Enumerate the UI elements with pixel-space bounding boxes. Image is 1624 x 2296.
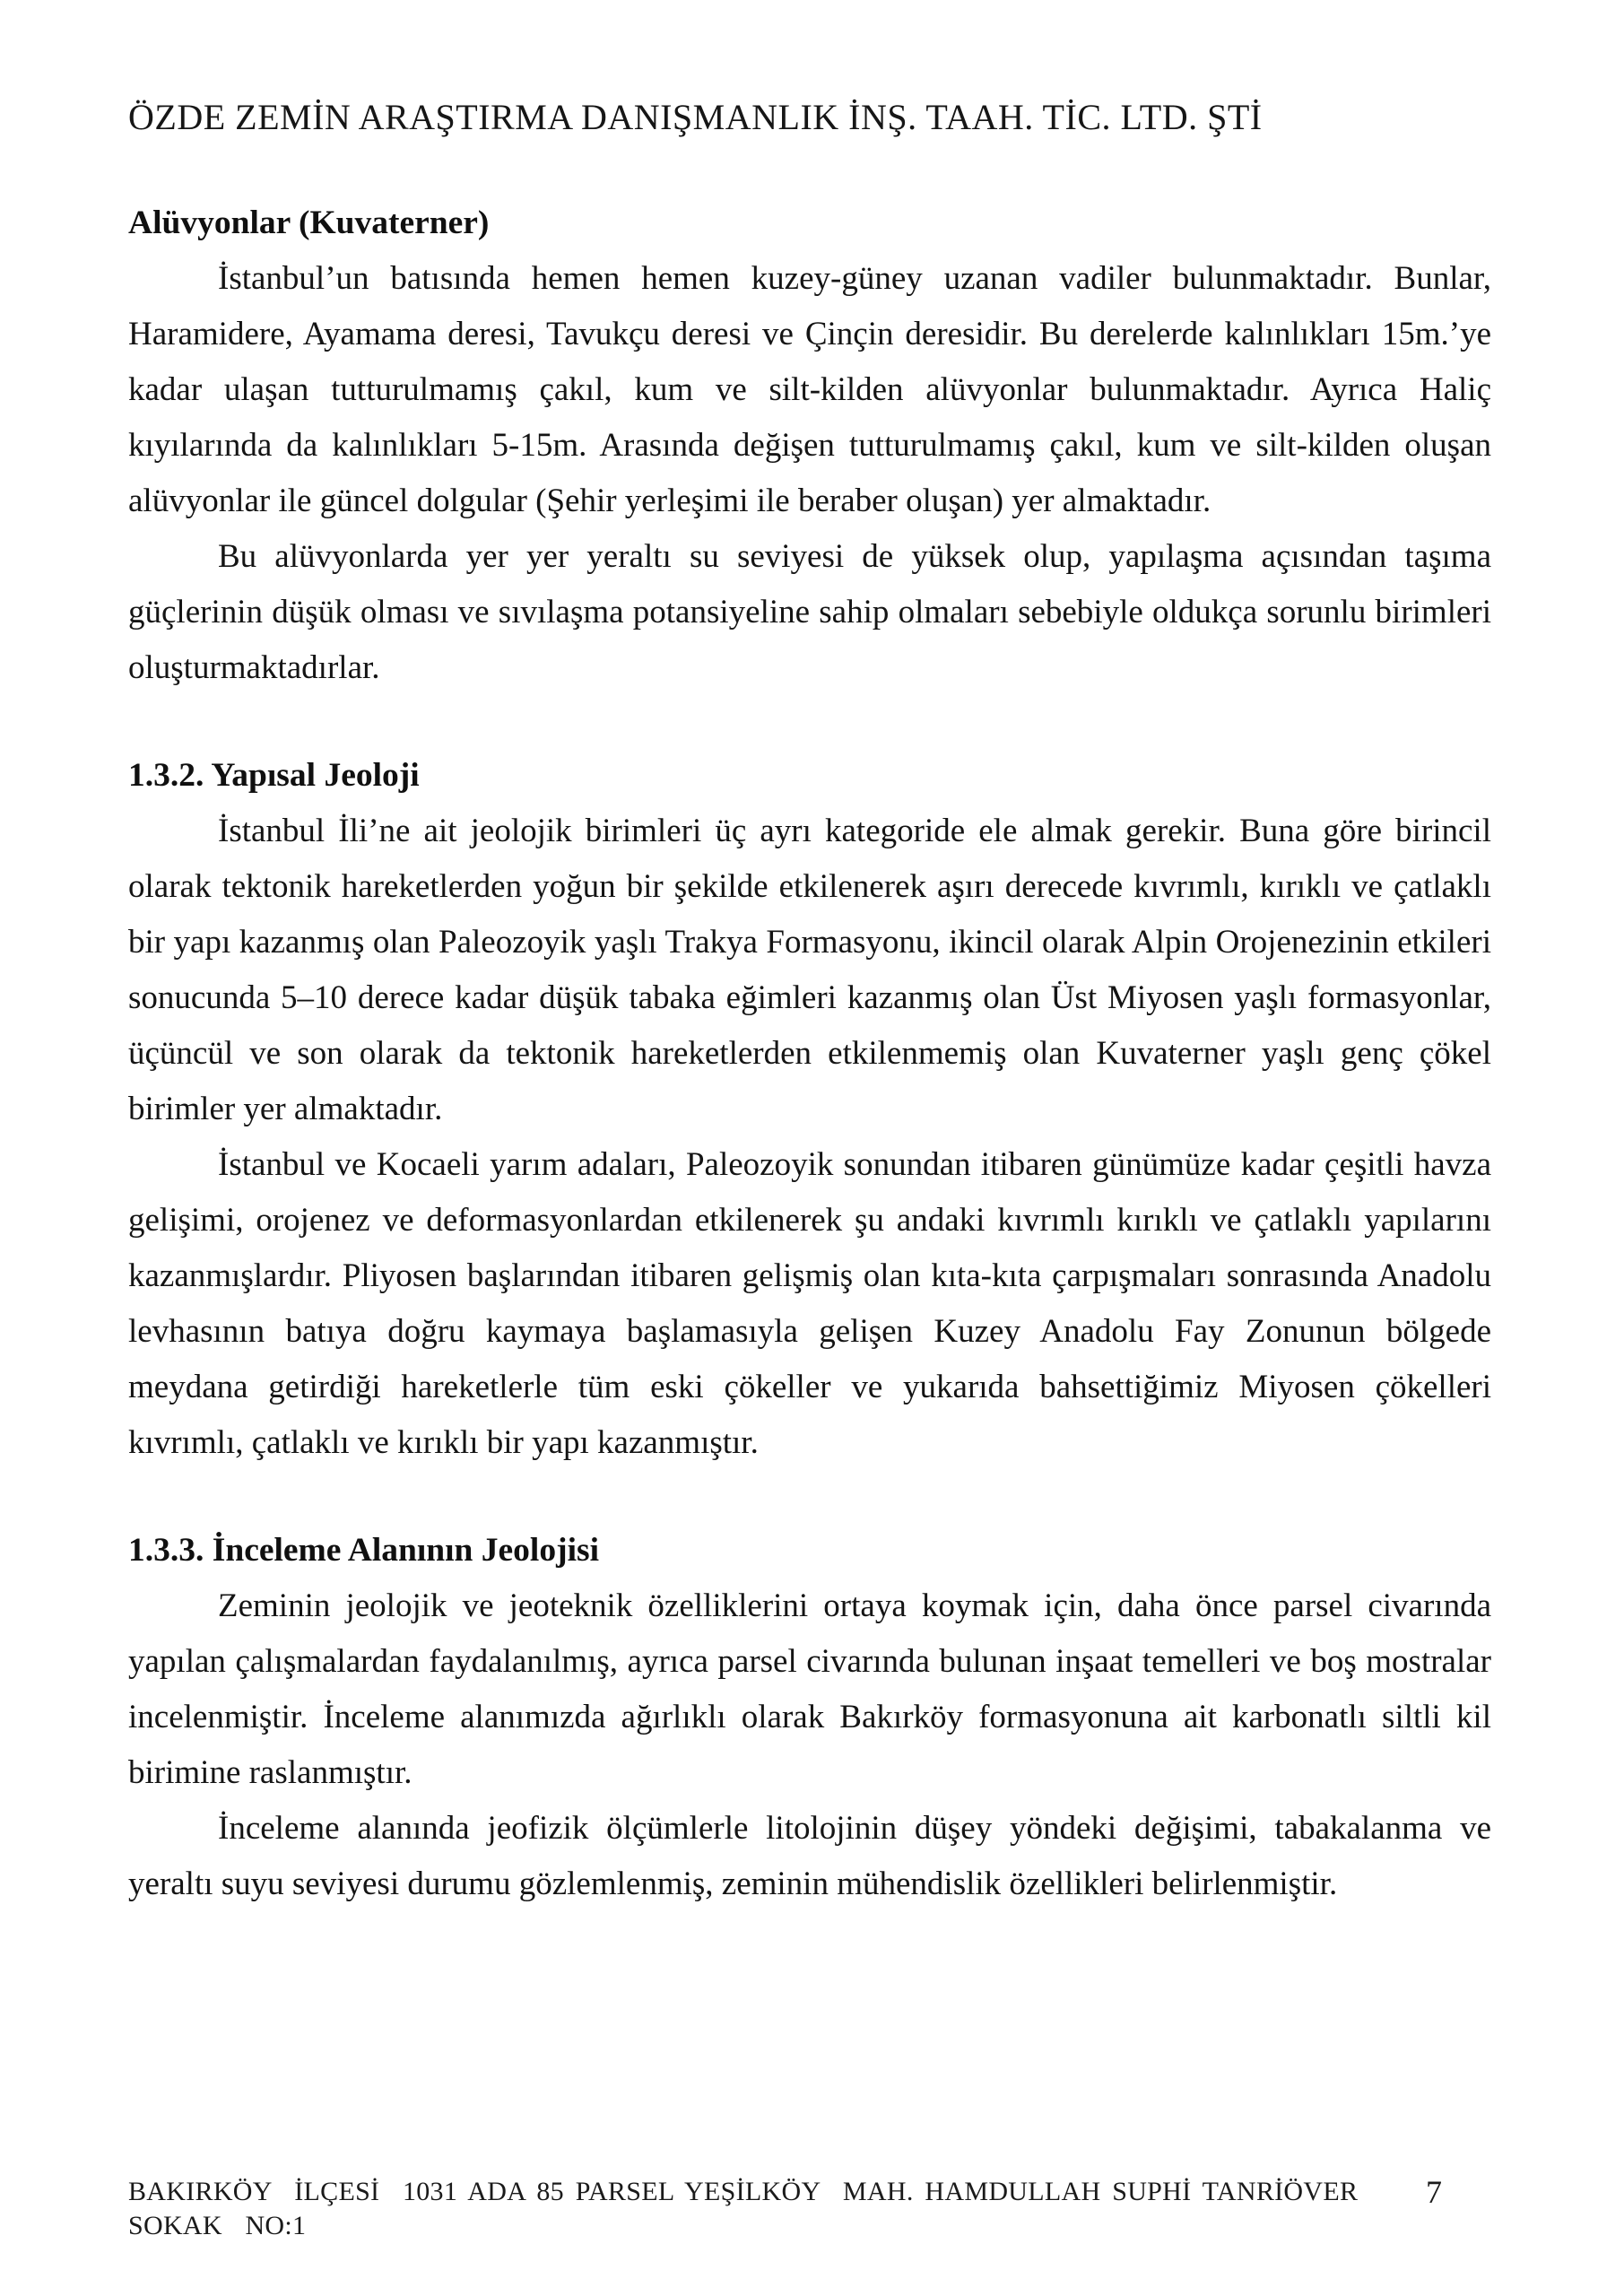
paragraph-aluvyonlar-1: İstanbul’un batısında hemen hemen kuzey-güney uzanan vadiler bulunmaktadır. Bunlar, Haramidere, Ayamama deresi, Tavukçu deresi ve Çinçin deresidir. Bu derelerde kalınlıkları 15m.’ye kadar ulaşan tutturulmamış çakıl, kum ve silt-kilden alüvyonlar bulunmaktadır. Ayrıca Haliç kıyılarında da kalınlıkları 5-15m. Arasında değişen tutturulmamış çakıl, kum ve silt-kilden oluşan alüvyonlar ile güncel dolgular (Şehir yerleşimi ile beraber oluşan) yer almaktadır. <box>128 260 1491 519</box>
section-heading-aluvyonlar: Alüvyonlar (Kuvaterner) <box>128 204 490 241</box>
company-header: ÖZDE ZEMİN ARAŞTIRMA DANIŞMANLIK İNŞ. TAAH. TİC. LTD. ŞTİ <box>128 97 1263 137</box>
section-yapisal-jeoloji <box>128 748 1491 1471</box>
paragraph-inceleme-2: İnceleme alanında jeofizik ölçümlerle litolojinin düşey yöndeki değişimi, tabakalanma ve yeraltı suyu seviyesi durumu gözlemlenmiş, zeminin mühendislik özellikleri belirlenmiştir. <box>128 1810 1491 1902</box>
footer-address-text: BAKIRKÖY İLÇESİ 1031 ADA 85 PARSEL YEŞİLKÖY MAH. HAMDULLAH SUPHİ TANRİÖVER SOKAK NO:1 <box>128 2177 1370 2240</box>
paragraph-inceleme-1: Zeminin jeolojik ve jeoteknik özelliklerini ortaya koymak için, daha önce parsel civarında yapılan çalışmalardan faydalanılmış, ayrıca parsel civarında bulunan inşaat temelleri ve boş mostralar incelenmiştir. İnceleme alanımızda ağırlıklı olarak Bakırköy formasyonuna ait karbonatlı siltli kil birimine raslanmıştır. <box>128 1587 1491 1791</box>
paragraph-yapisal-2: İstanbul ve Kocaeli yarım adaları, Paleozoyik sonundan itibaren günümüze kadar çeşitli havza gelişimi, orojenez ve deformasyonlardan etkilenerek şu andaki kıvrımlı kırıklı ve çatlaklı yapılarını kazanmışlardır. Pliyosen başlarından itibaren gelişmiş olan kıta-kıta çarpışmaları sonrasında Anadolu levhasının batıya doğru kaymaya başlamasıyla gelişen Kuzey Anadolu Fay Zonunun bölgede meydana getirdiği hareketlerle tüm eski çökeller ve yukarıda bahsettiğimiz Miyosen çökelleri kıvrımlı, çatlaklı ve kırıklı bir yapı kazanmıştır. <box>128 1146 1491 1461</box>
page-number: 7 <box>1426 2174 1442 2210</box>
section-heading-yapisal-jeoloji: 1.3.2. Yapısal Jeoloji <box>128 757 420 794</box>
section-aluvyonlar <box>128 196 1491 696</box>
paragraph-yapisal-1: İstanbul İli’ne ait jeolojik birimleri üç ayrı kategoride ele almak gerekir. Buna göre birincil olarak tektonik hareketlerden yoğun bir şekilde etkilenerek aşırı derecede kıvrımlı, kırıklı ve çatlaklı bir yapı kazanmış olan Paleozoyik yaşlı Trakya Formasyonu, ikincil olarak Alpin Orojenezinin etkileri sonucunda 5–10 derece kadar düşük tabaka eğimleri kazanmış olan Üst Miyosen yaşlı formasyonlar, üçüncül ve son olarak da tektonik hareketlerden etkilenmemiş olan Kuvaterner yaşlı genç çökel birimler yer almaktadır. <box>128 813 1491 1127</box>
section-inceleme-alani-jeolojisi <box>128 1523 1491 1912</box>
page-footer <box>128 2175 1491 2243</box>
paragraph-aluvyonlar-2: Bu alüvyonlarda yer yer yeraltı su seviyesi de yüksek olup, yapılaşma açısından taşıma güçlerinin düşük olması ve sıvılaşma potansiyeline sahip olmaları sebebiyle oldukça sorunlu birimleri oluşturmaktadırlar. <box>128 538 1491 686</box>
section-heading-inceleme-alani: 1.3.3. İnceleme Alanının Jeolojisi <box>128 1532 599 1569</box>
